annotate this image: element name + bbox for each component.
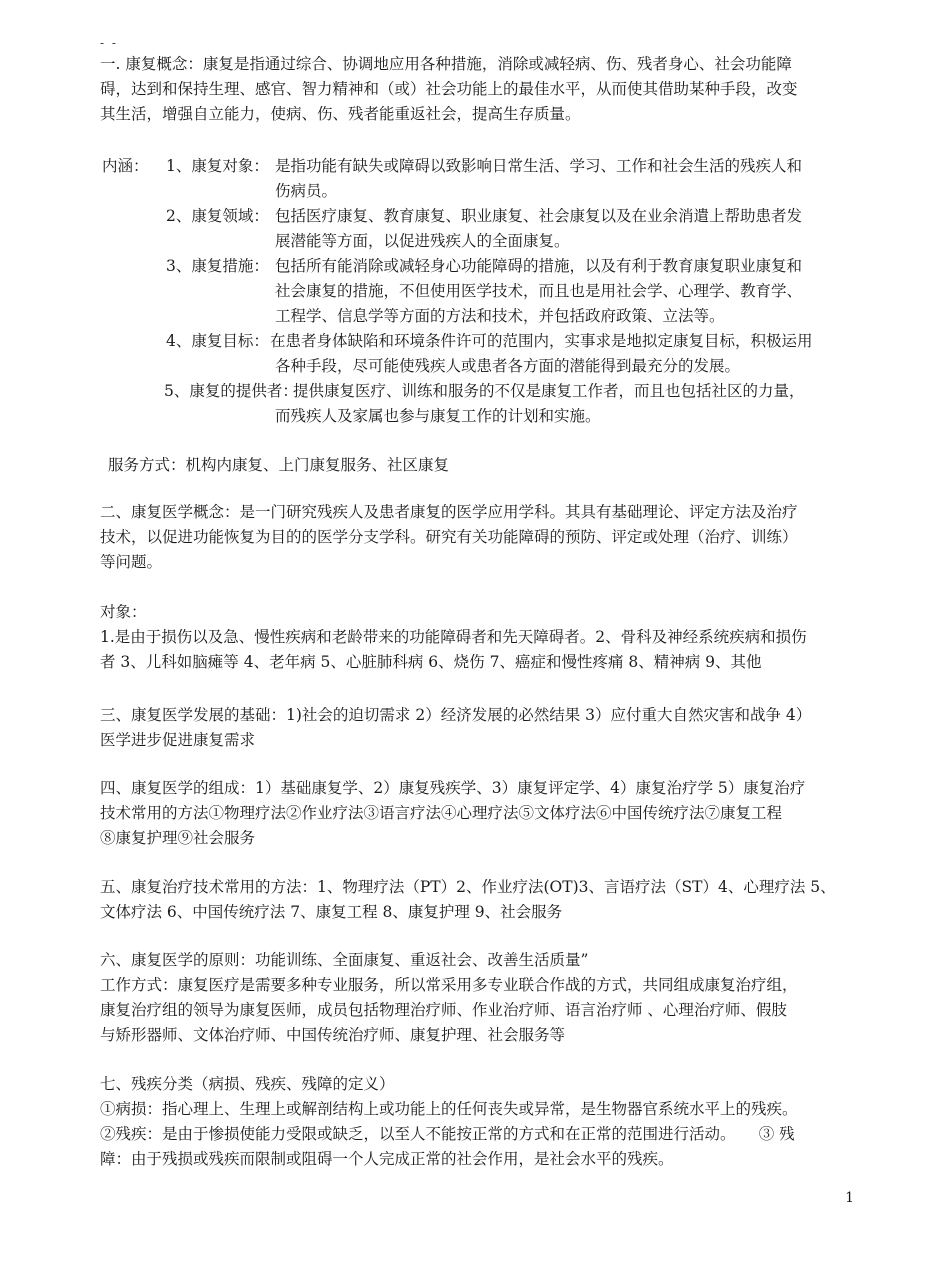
section-4-composition <box>100 776 858 851</box>
text-line: 医学进步促进康复需求 <box>100 731 256 749</box>
text-line: 康复治疗组的领导为康复医师，成员包括物理治疗师、作业治疗师、语言治疗师 、心理治疗师、假肢 <box>100 1001 787 1019</box>
text-line: ①病损：指心理上、生理上或解剖结构上或功能上的任何丧失或异常，是生物器官系统水平上的残疾。 <box>100 1100 798 1118</box>
item-3-line: 包括所有能消除或减轻身心功能障碍的措施，以及有利于教育康复职业康复和 <box>275 257 803 275</box>
item-2-head: 2、康复领域： <box>166 207 269 225</box>
item-4-head: 4、康复目标： <box>166 332 269 350</box>
item-3-line: 工程学、信息学等方面的方法和技术，并包括政府政策、立法等。 <box>275 307 725 325</box>
text-line: ⑧康复护理⑨社会服务 <box>100 829 256 847</box>
item-3-head: 3、康复措施： <box>166 257 269 275</box>
text-line: 障：由于残损或残疾而限制或阻碍一个人完成正常的社会作用，是社会水平的残疾。 <box>100 1150 674 1168</box>
section-7-disability-classification <box>100 1072 858 1172</box>
section-3-foundation <box>100 703 858 753</box>
item-2-line: 展潜能等方面，以促进残疾人的全面康复。 <box>275 232 570 250</box>
text-line: 与矫形器师、文体治疗师、中国传统治疗师、康复护理、社会服务等 <box>100 1026 566 1044</box>
section-2-rehab-medicine <box>100 500 858 575</box>
objects-block <box>100 600 858 675</box>
item-1-head: 1、康复对象： <box>166 157 269 175</box>
item-5-line: 而残疾人及家属也参与康复工作的计划和实施。 <box>275 407 601 425</box>
text-line: 七、残疾分类（病损、残疾、残障的定义） <box>100 1075 395 1093</box>
text-line: 三、康复医学发展的基础：1)社会的迫切需求 2）经济发展的必然结果 3）应付重大自然灾害和战争 4） <box>100 706 812 724</box>
item-5-head: 5、康复的提供者： <box>164 382 298 400</box>
text-line: 四、康复医学的组成：1）基础康复学、2）康复残疾学、3）康复评定学、4）康复治疗学 5）康复治疗 <box>100 779 806 797</box>
text-line: 1.是由于损伤以及急、慢性疾病和老龄带来的功能障碍者和先天障碍者。2、骨科及神经系统疾病和损伤 <box>100 628 807 646</box>
page-number: 1 <box>845 1190 854 1206</box>
text-line: 碍，达到和保持生理、感官、智力精神和（或）社会功能上的最佳水平，从而使其借助某种手段，改变 <box>100 80 798 98</box>
text-line: 一. 康复概念：康复是指通过综合、协调地应用各种措施，消除或减轻病、伤、残者身心、社会功能障 <box>100 55 792 73</box>
item-1-line: 伤病员。 <box>275 182 338 200</box>
text-line: 六、康复医学的原则：功能训练、全面康复、重返社会、改善生活质量” <box>100 951 589 969</box>
text-line: 者 3、儿科如脑瘫等 4、老年病 5、心脏肺科病 6、烧伤 7、癌症和慢性疼痛 8、精神病 9、其他 <box>100 653 762 671</box>
text-line: 五、康复治疗技术常用的方法：1、物理疗法（PT）2、作业疗法(OT)3、言语疗法（ST）4、心理疗法 5、 <box>100 878 836 896</box>
header-mark: - - <box>100 36 118 50</box>
text-line: 其生活，增强自立能力，使病、伤、残者能重返社会，提高生存质量。 <box>100 105 581 123</box>
item-3-line: 社会康复的措施，不但使用医学技术，而且也是用社会学、心理学、教育学、 <box>275 282 803 300</box>
item-4-line: 在患者身体缺陷和环境条件许可的范围内，实事求是地拟定康复目标，积极运用 <box>270 332 813 350</box>
text-line: 等问题。 <box>100 553 163 571</box>
text-line: 技术，以促进功能恢复为目的的医学分支学科。研究有关功能障碍的预防、评定或处理（治疗、训练） <box>100 528 798 546</box>
item-2-line: 包括医疗康复、教育康复、职业康复、社会康复以及在业余消遣上帮助患者发 <box>275 207 803 225</box>
text-line: 技术常用的方法①物理疗法②作业疗法③语言疗法④心理疗法⑤文体疗法⑥中国传统疗法⑦康复工程 <box>100 804 783 822</box>
section-1-concept <box>100 52 858 127</box>
text-line: 二、康复医学概念：是一门研究残疾人及患者康复的医学应用学科。其具有基础理论、评定方法及治疗 <box>100 503 798 521</box>
item-5-line: 提供康复医疗、训练和服务的不仅是康复工作者，而且也包括社区的力量， <box>293 382 805 400</box>
connotation-label: 内涵： <box>102 157 149 175</box>
text-line: ②残疾：是由于惨损使能力受限或缺乏，以至人不能按正常的方式和在正常的范围进行活动。 ③ 残 <box>100 1125 795 1143</box>
section-5-methods <box>100 875 858 925</box>
text-line: 工作方式：康复医疗是需要多种专业服务，所以常采用多专业联合作战的方式，共同组成康复治疗组， <box>100 976 798 994</box>
item-4-line: 各种手段，尽可能使残疾人或患者各方面的潜能得到最充分的发展。 <box>275 357 741 375</box>
text-line: 文体疗法 6、中国传统疗法 7、康复工程 8、康复护理 9、社会服务 <box>100 903 563 921</box>
section-6-principles <box>100 948 858 1048</box>
text-line: 对象： <box>100 603 147 621</box>
item-1-line: 是指功能有缺失或障碍以致影响日常生活、学习、工作和社会生活的残疾人和 <box>275 157 803 175</box>
service-mode: 服务方式：机构内康复、上门康复服务、社区康复 <box>108 456 450 474</box>
